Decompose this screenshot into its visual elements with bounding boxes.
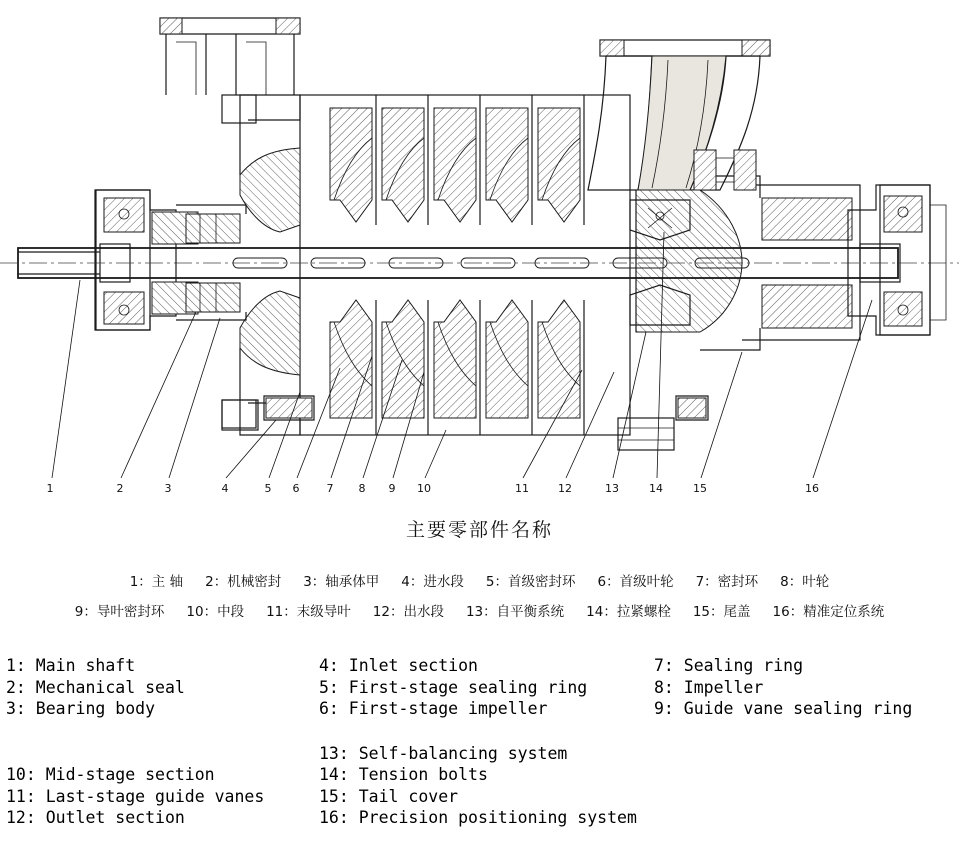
english-legend-col-3 xyxy=(654,655,954,720)
english-legend-col-1 xyxy=(0,655,319,720)
list-item: 1：主 轴 xyxy=(129,574,184,590)
bearing-body-left xyxy=(96,190,198,330)
english-legend-col-2 xyxy=(319,655,654,720)
list-item: 2：机械密封 xyxy=(205,574,282,590)
list-item: 14: Tension bolts xyxy=(319,765,488,784)
callout-number: 14 xyxy=(649,482,663,495)
list-item: 9: Guide vane sealing ring xyxy=(654,699,913,718)
list-item: 5: First-stage sealing ring xyxy=(319,677,588,697)
callout-number: 3 xyxy=(164,482,172,495)
chinese-legend-row-2 xyxy=(0,600,959,620)
callout-number: 6 xyxy=(292,482,300,495)
callout-number-labels xyxy=(47,482,820,495)
callout-number: 10 xyxy=(417,482,431,495)
chinese-parts-legend xyxy=(0,570,959,630)
list-item: 16: Precision positioning system xyxy=(319,808,637,827)
english-parts-legend xyxy=(0,655,959,829)
suction-flange xyxy=(160,18,300,95)
list-item: 11: Last-stage guide vanes xyxy=(6,786,265,806)
callout-number: 5 xyxy=(264,482,272,495)
english-legend-col-4 xyxy=(0,743,319,829)
callout-number: 8 xyxy=(358,482,366,495)
list-item: 10：中段 xyxy=(186,604,245,620)
list-item: 5：首级密封环 xyxy=(485,574,576,590)
callout-number: 7 xyxy=(326,482,334,495)
list-item: 9：导叶密封环 xyxy=(74,604,165,620)
callout-number: 16 xyxy=(805,482,819,495)
list-item: 7：密封环 xyxy=(695,574,759,590)
english-legend-block-2 xyxy=(0,743,959,829)
list-item: 1: Main shaft xyxy=(6,656,136,675)
callout-number: 2 xyxy=(116,482,124,495)
chinese-legend-row-1 xyxy=(0,570,959,590)
callout-number: 15 xyxy=(693,482,707,495)
callout-number: 11 xyxy=(515,482,529,495)
list-item: 4：进水段 xyxy=(401,574,464,590)
callout-number: 13 xyxy=(605,482,619,495)
list-item: 6: First-stage impeller xyxy=(319,699,548,718)
main-shaft xyxy=(0,244,959,282)
list-item: 4: Inlet section xyxy=(319,656,478,675)
impeller-stages xyxy=(330,95,584,435)
list-item: 13: Self-balancing system xyxy=(319,743,568,763)
list-item: 8：叶轮 xyxy=(780,574,830,590)
list-item: 12: Outlet section xyxy=(6,808,185,827)
list-item: 13：自平衡系统 xyxy=(465,604,565,620)
list-item: 15: Tail cover xyxy=(319,786,459,806)
list-item: 16：精准定位系统 xyxy=(772,604,885,620)
list-item: 15：尾盖 xyxy=(692,604,751,620)
list-item: 14：拉紧螺栓 xyxy=(586,604,671,620)
callout-number: 1 xyxy=(46,482,54,495)
callout-number: 4 xyxy=(221,482,229,495)
list-item: 3：轴承体甲 xyxy=(303,574,380,590)
list-item: 11：末级导叶 xyxy=(266,604,351,620)
list-item: 3: Bearing body xyxy=(6,699,156,718)
list-item: 12：出水段 xyxy=(372,604,444,620)
english-legend-block-1 xyxy=(0,655,959,720)
callout-number: 12 xyxy=(558,482,572,495)
list-item: 2: Mechanical seal xyxy=(6,677,185,697)
list-item: 7: Sealing ring xyxy=(654,656,804,675)
list-item: 10: Mid-stage section xyxy=(6,765,215,784)
callout-number: 9 xyxy=(388,482,396,495)
chinese-section-title: 主要零部件名称 xyxy=(405,519,553,541)
bearing-body-right xyxy=(848,185,946,335)
list-item: 8: Impeller xyxy=(654,677,764,697)
english-legend-col-5 xyxy=(319,743,654,829)
list-item: 6：首级叶轮 xyxy=(597,574,674,590)
mechanical-seal xyxy=(176,205,246,320)
